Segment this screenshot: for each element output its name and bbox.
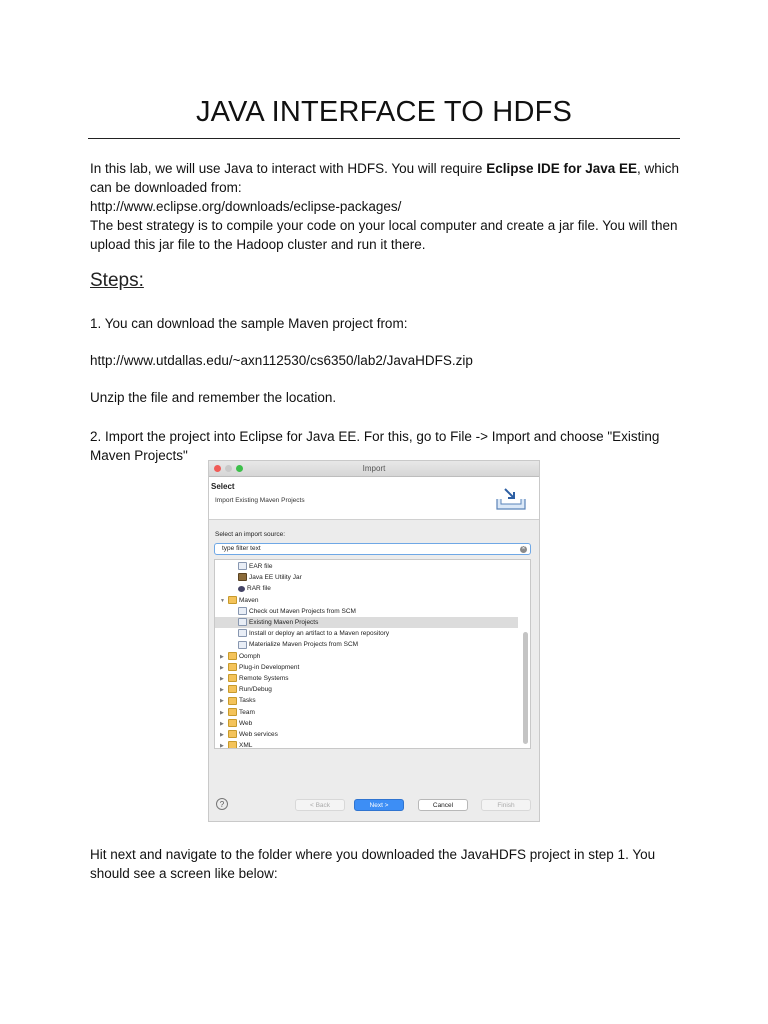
collapsed-arrow-icon[interactable]: ▶: [220, 653, 224, 660]
tree-item[interactable]: [215, 673, 518, 684]
intro-text: In this lab, we will use Java to interact with HDFS. You will require: [90, 161, 487, 176]
collapsed-arrow-icon[interactable]: ▶: [220, 732, 224, 738]
tree-item[interactable]: [215, 639, 518, 650]
tree-item-label: Plug-in Development: [239, 663, 300, 671]
collapsed-arrow-icon[interactable]: ▶: [220, 687, 224, 694]
filter-input[interactable]: [214, 543, 531, 555]
page-title: JAVA INTERFACE TO HDFS: [195, 96, 573, 128]
file-icon: [238, 629, 247, 637]
dialog-banner: [209, 477, 539, 520]
tree-item-label: Maven: [239, 596, 259, 604]
folder-icon: [228, 719, 237, 727]
tree-item[interactable]: [215, 595, 518, 606]
tree-item-label: Web: [239, 719, 253, 727]
tree-item-label: Java EE Utility Jar: [249, 574, 302, 582]
dialog-titlebar: [209, 461, 539, 477]
help-icon[interactable]: ?: [216, 798, 228, 810]
tree-item[interactable]: [215, 572, 518, 583]
cancel-button[interactable]: Cancel: [418, 799, 468, 811]
folder-icon: [228, 685, 237, 693]
file-icon: [238, 618, 247, 626]
intro-paragraph: [90, 159, 690, 254]
tree-item-label: Materialize Maven Projects from SCM: [249, 641, 359, 649]
tree-item[interactable]: [215, 583, 518, 594]
tree-item-label: Run/Debug: [239, 686, 272, 694]
tree-item[interactable]: [215, 718, 518, 729]
folder-icon: [228, 730, 237, 738]
tree-item-label: RAR file: [247, 585, 271, 593]
back-button[interactable]: < Back: [295, 799, 345, 811]
intro-text-end: , which can be downloaded from:: [90, 161, 680, 195]
rar-icon: [238, 586, 245, 592]
clear-filter-icon[interactable]: ×: [521, 545, 526, 552]
file-icon: [238, 607, 247, 615]
step1-text: 1. You can download the sample Maven project from:: [90, 316, 408, 331]
next-button[interactable]: Next >: [354, 799, 404, 811]
collapsed-arrow-icon[interactable]: ▶: [220, 709, 224, 716]
step1-url: http://www.utdallas.edu/~axn112530/cs6350/lab2/JavaHDFS.zip: [90, 353, 473, 368]
folder-icon: [228, 663, 237, 671]
jar-icon: [238, 573, 247, 581]
filter-text: type filter text: [222, 545, 261, 552]
tree-item[interactable]: [215, 617, 518, 628]
import-source-label: Select an import source:: [215, 531, 286, 538]
collapsed-arrow-icon[interactable]: ▶: [220, 743, 224, 749]
tree-item-label: Remote Systems: [239, 675, 289, 682]
folder-icon: [228, 741, 237, 749]
import-dialog: [208, 460, 540, 822]
banner-title: Select: [211, 482, 235, 491]
file-icon: [238, 641, 247, 649]
dialog-button-bar: [209, 799, 539, 813]
tree-item[interactable]: [215, 628, 518, 639]
collapsed-arrow-icon[interactable]: ▶: [220, 698, 224, 705]
step2-text: 2. Import the project into Eclipse for Java EE. For this, go to File -> Import and choose "Existing Maven Projects": [90, 429, 660, 463]
tree-item[interactable]: [215, 662, 518, 673]
import-tray-icon: [495, 487, 527, 511]
finish-button[interactable]: Finish: [481, 799, 531, 811]
strategy-text: The best strategy is to compile your code on your local computer and create a jar file. You will then upload this jar file to the Hadoop cluster and run it there.: [90, 218, 678, 252]
folder-icon: [228, 674, 237, 682]
folder-icon: [228, 652, 237, 660]
tree-item-label: Oomph: [239, 652, 261, 660]
tree-item[interactable]: [215, 651, 518, 662]
expanded-arrow-icon[interactable]: ▼: [220, 597, 225, 604]
collapsed-arrow-icon[interactable]: ▶: [220, 720, 224, 727]
file-icon: [238, 562, 247, 570]
after-text: Hit next and navigate to the folder where you downloaded the JavaHDFS project in step 1. You should see a screen like below:: [90, 847, 656, 881]
tree-item-label: Tasks: [239, 697, 256, 705]
tree-item[interactable]: [215, 684, 518, 695]
banner-subtitle: Import Existing Maven Projects: [215, 497, 305, 504]
tree-item-label: Install or deploy an artifact to a Maven repository: [249, 630, 390, 638]
import-source-tree[interactable]: [214, 559, 531, 749]
tree-item-label: Existing Maven Projects: [249, 619, 319, 626]
collapsed-arrow-icon[interactable]: ▶: [220, 664, 224, 671]
tree-item-label: Web services: [239, 731, 278, 738]
tree-scrollbar[interactable]: [523, 632, 528, 744]
intro-bold-text: Eclipse IDE for Java EE: [486, 161, 638, 176]
tree-item[interactable]: [215, 707, 518, 718]
tree-item-label: EAR file: [249, 563, 273, 570]
tree-item[interactable]: [215, 729, 518, 740]
collapsed-arrow-icon[interactable]: ▶: [220, 676, 224, 682]
steps-heading: Steps:: [90, 270, 144, 291]
step1-note: Unzip the file and remember the location.: [90, 390, 337, 405]
tree-item-label: Check out Maven Projects from SCM: [249, 607, 356, 615]
tree-item-label: Team: [239, 708, 255, 716]
dialog-title: Import: [362, 464, 386, 473]
tree-item-label: XML: [239, 742, 253, 749]
tree-item[interactable]: [215, 695, 518, 706]
folder-icon: [228, 596, 237, 604]
eclipse-url: http://www.eclipse.org/downloads/eclipse-packages/: [90, 199, 402, 214]
folder-icon: [228, 708, 237, 716]
folder-icon: [228, 697, 237, 705]
title-divider: [88, 138, 680, 139]
tree-item[interactable]: [215, 606, 518, 617]
tree-item[interactable]: [215, 561, 518, 572]
tree-item[interactable]: [215, 740, 518, 749]
